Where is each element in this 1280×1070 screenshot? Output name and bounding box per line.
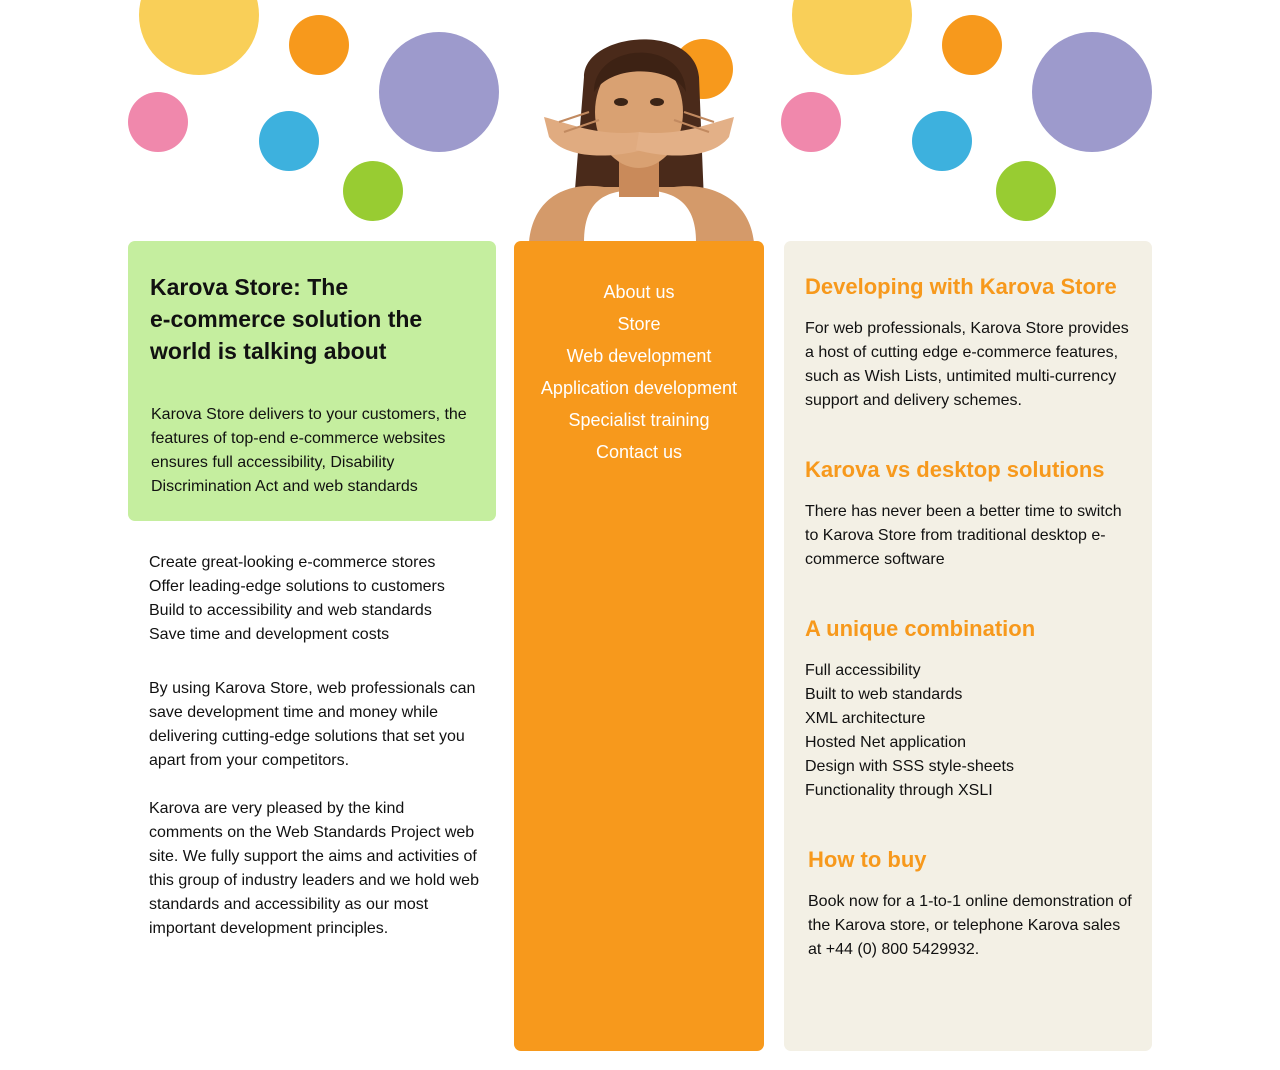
decorative-dot-pink	[781, 92, 841, 152]
section-heading-desktop: Karova vs desktop solutions	[805, 457, 1105, 482]
section-heading-buy: How to buy	[808, 847, 927, 872]
decorative-dot-yellow	[139, 0, 259, 75]
section-text-developing: For web professionals, Karova Store provides a host of cutting edge e-commerce features, such as Wish Lists, untimited multi-currency support and delivery schemes.	[805, 320, 1129, 409]
list-item: Built to web standards	[805, 686, 963, 703]
list-item: Functionality through XSLI	[805, 782, 993, 799]
feature-item: Create great-looking e-commerce stores	[149, 554, 436, 571]
decorative-dot-orange	[289, 15, 349, 75]
section-heading-developing: Developing with Karova Store	[805, 274, 1117, 299]
info-panel	[784, 241, 1152, 1051]
section-heading-unique: A unique combination	[805, 616, 1036, 641]
feature-item: Save time and development costs	[149, 626, 390, 643]
intro-heading-line: world is talking about	[150, 338, 387, 364]
list-item: XML architecture	[805, 710, 926, 727]
feature-item: Build to accessibility and web standards	[149, 602, 432, 619]
list-item: Hosted Net application	[805, 734, 966, 751]
decorative-dot-blue	[259, 111, 319, 171]
feature-item: Offer leading-edge solutions to customers	[149, 578, 445, 595]
intro-heading	[150, 271, 474, 367]
decorative-dot-green	[996, 161, 1056, 221]
decorative-dot-pink	[128, 92, 188, 152]
left-body	[149, 551, 479, 941]
nav-link-application-development[interactable]: Application development	[540, 378, 738, 398]
nav-link-about-us[interactable]: About us	[603, 282, 675, 302]
unique-list	[805, 659, 1014, 803]
list-item: Design with SSS style-sheets	[805, 758, 1014, 775]
intro-panel	[128, 241, 496, 521]
decorative-dot-green	[343, 161, 403, 221]
section-text-buy: Book now for a 1-to-1 online demonstration of the Karova store, or telephone Karova sales at +44 (0) 800 5429932.	[808, 893, 1132, 958]
intro-description: Karova Store delivers to your customers, the features of top-end e-commerce websites ensures full accessibility, Disability Discrimination Act and web standards	[151, 406, 467, 495]
body-paragraph: By using Karova Store, web professionals can save development time and money while delivering cutting-edge solutions that set you apart from your competitors.	[149, 680, 476, 769]
hero-photo	[514, 22, 764, 242]
nav-link-contact-us[interactable]: Contact us	[595, 442, 683, 462]
nav-link-specialist-training[interactable]: Specialist training	[568, 410, 710, 430]
intro-heading-line: Karova Store: The	[150, 274, 349, 300]
list-item: Full accessibility	[805, 662, 921, 679]
decorative-dot-orange	[942, 15, 1002, 75]
nav-link-store[interactable]: Store	[617, 314, 661, 334]
decorative-dot-yellow	[792, 0, 912, 75]
body-paragraph: Karova are very pleased by the kind comments on the Web Standards Project web site. We fully support the aims and activities of this group of industry leaders and we hold web standards and accessibility as our most important development principles.	[149, 800, 479, 937]
decorative-dot-blue	[912, 111, 972, 171]
section-text-desktop: There has never been a better time to switch to Karova Store from traditional desktop e-commerce software	[805, 503, 1122, 568]
main-nav	[514, 241, 764, 1051]
nav-link-web-development[interactable]: Web development	[566, 346, 712, 366]
intro-heading-line: e-commerce solution the	[150, 306, 423, 332]
decorative-dot-purple	[379, 32, 499, 152]
decorative-dot-purple	[1032, 32, 1152, 152]
